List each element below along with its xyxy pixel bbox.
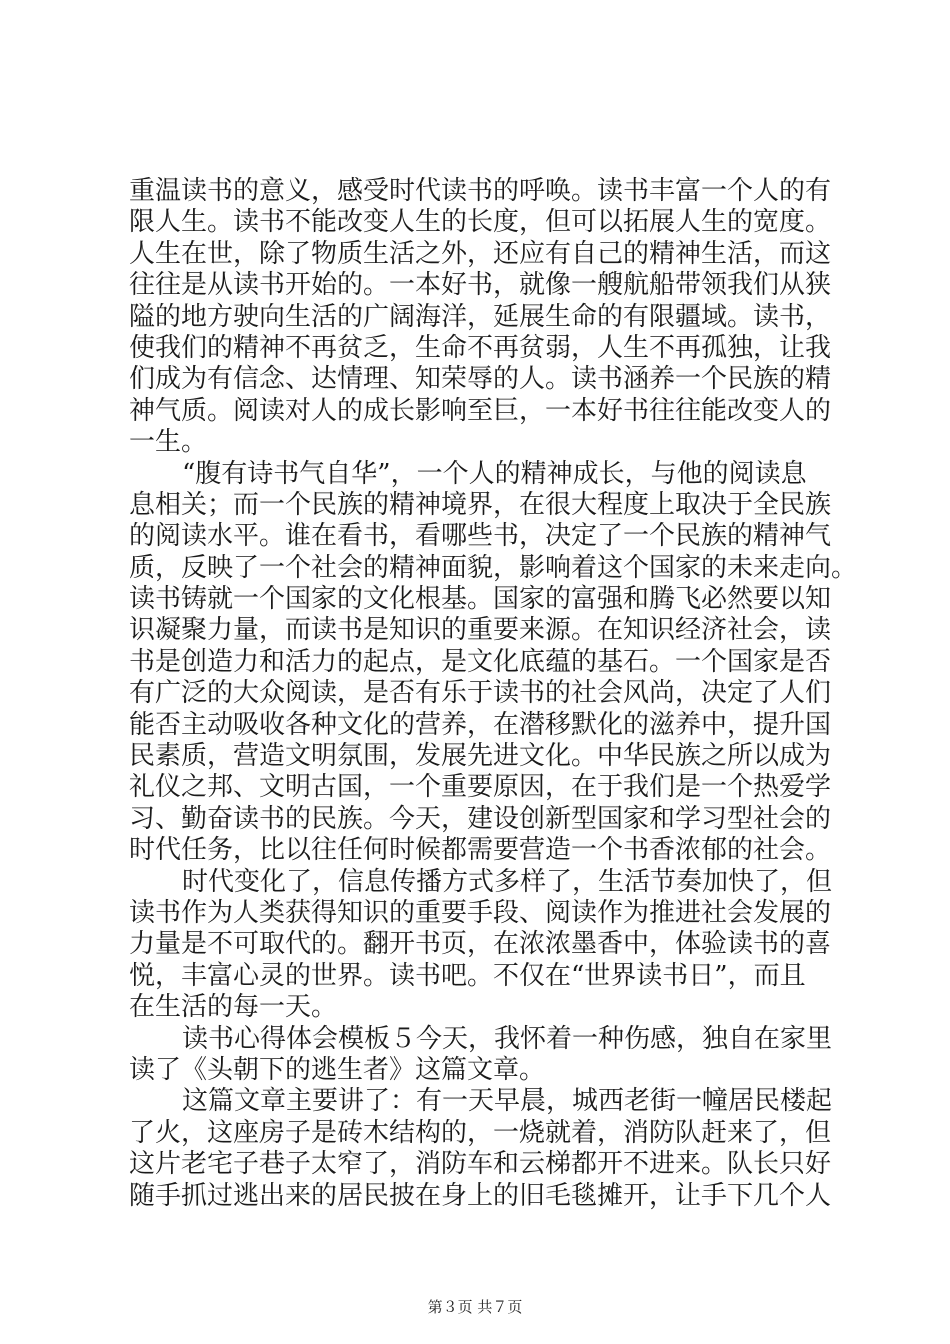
text-line: 质，反映了一个社会的精神面貌，影响着这个国家的未来走向。: [129, 552, 858, 583]
text-line: 一生。: [129, 427, 208, 458]
text-line: 读书心得体会模板５今天，我怀着一种伤感，独自在家里: [182, 1023, 833, 1054]
text-line: 息相关；而一个民族的精神境界，在很大程度上取决于全民族: [129, 489, 832, 520]
text-line: 人生在世，除了物质生活之外，还应有自己的精神生活，而这: [129, 238, 832, 269]
page-footer: 第３页 共７页: [427, 1298, 523, 1316]
text-line: 能否主动吸收各种文化的营养，在潜移默化的滋养中，提升国: [129, 709, 832, 740]
text-line: 了火，这座房子是砖木结构的，一烧就着，消防队赶来了，但: [129, 1117, 832, 1148]
text-line: 的阅读水平。谁在看书，看哪些书，决定了一个民族的精神气: [129, 521, 832, 552]
text-line: 书是创造力和活力的起点，是文化底蕴的基石。一个国家是否: [129, 646, 832, 677]
text-line: 神气质。阅读对人的成长影响至巨，一本好书往往能改变人的: [129, 395, 832, 426]
text-line: 限人生。读书不能改变人生的长度，但可以拓展人生的宽度。: [129, 207, 832, 238]
text-line: 在生活的每一天。: [129, 992, 338, 1023]
text-line: “腹有诗书气自华”，一个人的精神成长，与他的阅读息: [182, 458, 807, 489]
document-body: [129, 176, 858, 1212]
text-line: 这片老宅子巷子太窄了，消防车和云梯都开不进来。队长只好: [129, 1149, 832, 1180]
text-line: 力量是不可取代的。翻开书页，在浓浓墨香中，体验读书的喜: [129, 929, 832, 960]
text-line: 习、勤奋读书的民族。今天，建设创新型国家和学习型社会的: [129, 803, 832, 834]
text-line: 读书铸就一个国家的文化根基。国家的富强和腾飞必然要以知: [129, 584, 832, 615]
text-line: 随手抓过逃出来的居民披在身上的旧毛毯摊开，让手下几个人: [129, 1180, 832, 1211]
text-line: 礼仪之邦、文明古国，一个重要原因，在于我们是一个热爱学: [129, 772, 832, 803]
text-line: 读书作为人类获得知识的重要手段、阅读作为推进社会发展的: [129, 897, 832, 928]
text-line: 使我们的精神不再贫乏，生命不再贫弱，人生不再孤独，让我: [129, 332, 832, 363]
text-line: 有广泛的大众阅读，是否有乐于读书的社会风尚，决定了人们: [129, 678, 832, 709]
text-line: 往往是从读书开始的。一本好书，就像一艘航船带领我们从狭: [129, 270, 832, 301]
text-line: 这篇文章主要讲了：有一天早晨，城西老街一幢居民楼起: [182, 1086, 833, 1117]
text-line: 时代任务，比以往任何时候都需要营造一个书香浓郁的社会。: [129, 835, 832, 866]
text-line: 民素质，营造文明氛围，发展先进文化。中华民族之所以成为: [129, 741, 832, 772]
text-line: 读了《头朝下的逃生者》这篇文章。: [129, 1054, 546, 1085]
text-line: 识凝聚力量，而读书是知识的重要来源。在知识经济社会，读: [129, 615, 832, 646]
text-line: 重温读书的意义，感受时代读书的呼唤。读书丰富一个人的有: [129, 176, 832, 206]
text-line: 们成为有信念、达情理、知荣辱的人。读书涵养一个民族的精: [129, 364, 832, 395]
text-line: 悦，丰富心灵的世界。读书吧。不仅在“世界读书日”，而且: [129, 960, 806, 991]
text-line: 隘的地方驶向生活的广阔海洋，延展生命的有限疆域。读书，: [129, 301, 832, 332]
text-line: 时代变化了，信息传播方式多样了，生活节奏加快了，但: [182, 866, 833, 897]
